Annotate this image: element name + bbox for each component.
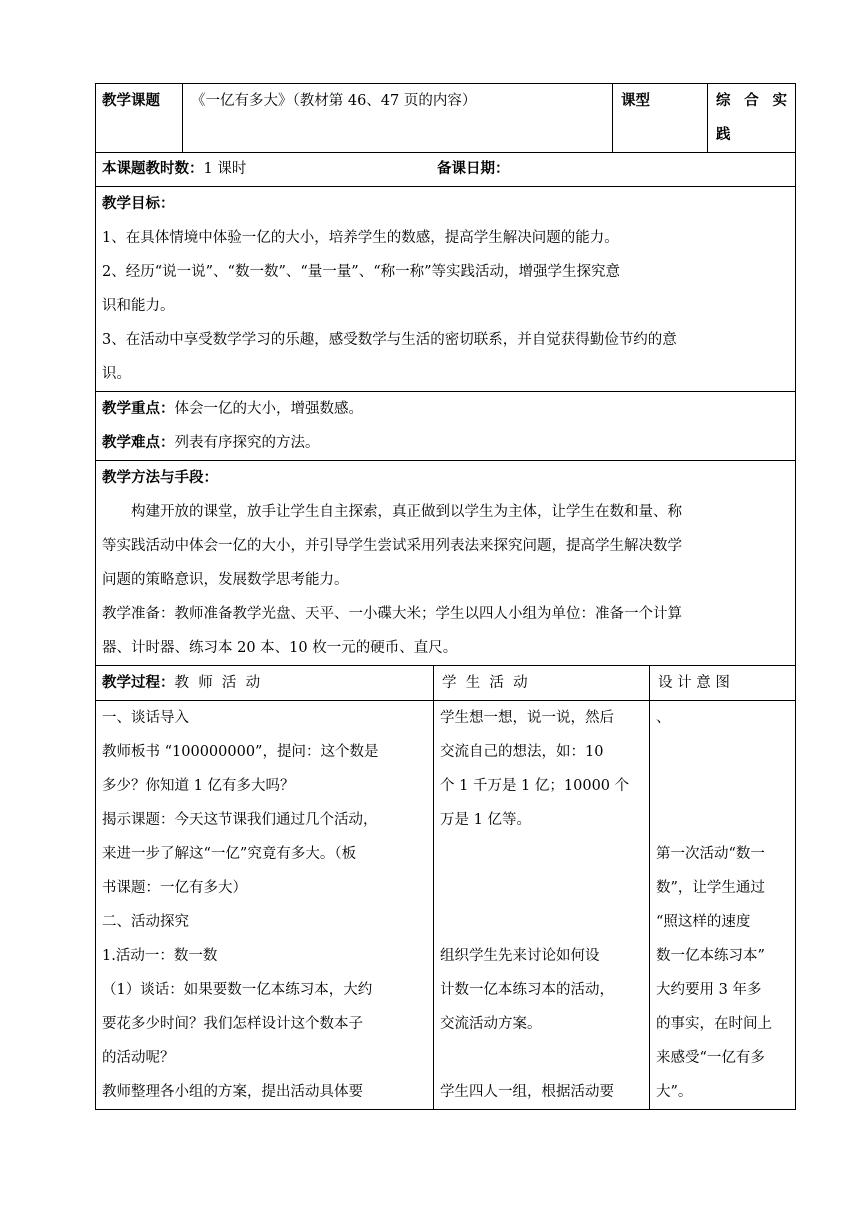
difficulty-value: 列表有序探究的方法。 (174, 435, 320, 451)
hours-label: 本课题教时数： (102, 161, 204, 177)
type-value-line1: 综 合 实 (716, 93, 787, 109)
teacher-line: 一、谈话导入 (102, 710, 189, 726)
goal-line-4: 3、在活动中享受数学学习的乐趣，感受数学与生活的密切联系，并自觉获得勤俭节约的意 (102, 332, 677, 348)
design-line: 、 (656, 710, 671, 726)
design-line: 大约要用 3 年多 (656, 982, 762, 998)
goal-line-2: 2、经历“说一说”、“数一数”、“量一量”、“称一称”等实践活动，增强学生探究意 (102, 264, 621, 280)
date-label: 备课日期： (437, 161, 510, 177)
teacher-line: 要花多少时间？我们怎样设计这个数本子 (102, 1016, 363, 1032)
teacher-line: 书课题：一亿有多大） (102, 880, 247, 896)
info-cell (96, 153, 796, 187)
student-line (440, 871, 643, 905)
teacher-line: 1.活动一：数一数 (102, 948, 218, 964)
focus-cell (96, 392, 796, 461)
goals-row (96, 187, 796, 392)
hours-value: 1 课时 (203, 161, 247, 177)
goals-title: 教学目标： (102, 196, 175, 212)
design-line: 大”。 (656, 1084, 693, 1100)
student-activity (434, 701, 650, 1110)
design-intent (650, 701, 796, 1110)
focus-row (96, 392, 796, 461)
teacher-line: 二、活动探究 (102, 914, 189, 930)
process-body-row (96, 701, 796, 1110)
type-value (708, 84, 796, 153)
student-line: 计数一亿本练习本的活动， (440, 982, 614, 998)
teacher-line: 的活动呢？ (102, 1050, 175, 1066)
teacher-header-text: 教 师 活 动 (174, 675, 261, 691)
lesson-plan-sheet (95, 83, 795, 1110)
teacher-line: 来进一步了解这“一亿”究竟有多大。（板 (102, 846, 357, 862)
design-header: 设 计 意 图 (650, 666, 796, 701)
design-line (656, 735, 789, 769)
student-line (440, 837, 643, 871)
methods-line-5: 器、计时器、练习本 20 本、10 枚一元的硬币、直尺。 (102, 640, 458, 656)
methods-row (96, 461, 796, 666)
methods-cell (96, 461, 796, 666)
type-label: 课型 (613, 84, 708, 153)
process-table (95, 665, 796, 1110)
design-line: 数”，让学生通过 (656, 880, 765, 896)
teacher-header (96, 666, 434, 701)
key-label: 教学重点： (102, 401, 175, 417)
goals-cell (96, 187, 796, 392)
teacher-line: 教师板书 “100000000”，提问：这个数是 (102, 744, 379, 760)
process-header-row (96, 666, 796, 701)
design-line: 来感受“一亿有多 (656, 1050, 765, 1066)
teacher-line: 多少？你知道 1 亿有多大吗？ (102, 778, 295, 794)
process-label: 教学过程： (102, 675, 175, 691)
design-line: 第一次活动“数一 (656, 846, 765, 862)
info-row (96, 153, 796, 187)
type-value-line2: 践 (716, 127, 731, 143)
difficulty-label: 教学难点： (102, 435, 175, 451)
teacher-line: 教师整理各小组的方案，提出活动具体要 (102, 1084, 363, 1100)
design-line: 数一亿本练习本” (656, 948, 765, 964)
design-line: “照这样的速度 (656, 914, 751, 930)
design-line (656, 803, 789, 837)
key-value: 体会一亿的大小，增强数感。 (174, 401, 363, 417)
student-line (440, 905, 643, 939)
student-line: 交流自己的想法，如：10 (440, 744, 604, 760)
design-line (656, 769, 789, 803)
student-line: 交流活动方案。 (440, 1016, 542, 1032)
lesson-plan-table (95, 83, 796, 666)
methods-line-4: 教学准备：教师准备教学光盘、天平、一小碟大米；学生以四人小组为单位：准备一个计算 (102, 606, 682, 622)
student-line: 个 1 千万是 1 亿；10000 个 (440, 778, 630, 794)
teacher-activity (96, 701, 434, 1110)
teacher-line: （1）谈话：如果要数一亿本练习本，大约 (102, 982, 373, 998)
student-line: 万是 1 亿等。 (440, 812, 531, 828)
methods-line-2: 等实践活动中体会一亿的大小，并引导学生尝试采用列表法来探究问题，提高学生解决数学 (102, 538, 682, 554)
goal-line-3: 识和能力。 (102, 298, 175, 314)
topic-value: 《一亿有多大》（教材第 46、47 页的内容） (183, 84, 613, 153)
design-line: 的事实，在时间上 (656, 1016, 772, 1032)
methods-line-3: 问题的策略意识，发展数学思考能力。 (102, 572, 349, 588)
topic-row (96, 84, 796, 153)
goal-line-5: 识。 (102, 366, 131, 382)
student-line: 学生想一想，说一说，然后 (440, 710, 614, 726)
goal-line-1: 1、在具体情境中体验一亿的大小，培养学生的数感，提高学生解决问题的能力。 (102, 230, 619, 246)
topic-label: 教学课题 (96, 84, 183, 153)
methods-line-1: 构建开放的课堂，放手让学生自主探索，真正做到以学生为主体，让学生在数和量、称 (131, 504, 682, 520)
student-header: 学 生 活 动 (434, 666, 650, 701)
student-line: 学生四人一组，根据活动要 (440, 1084, 614, 1100)
student-line: 组织学生先来讨论如何设 (440, 948, 600, 964)
teacher-line: 揭示课题：今天这节课我们通过几个活动， (102, 812, 378, 828)
student-line (440, 1041, 643, 1075)
methods-title: 教学方法与手段： (102, 470, 218, 486)
